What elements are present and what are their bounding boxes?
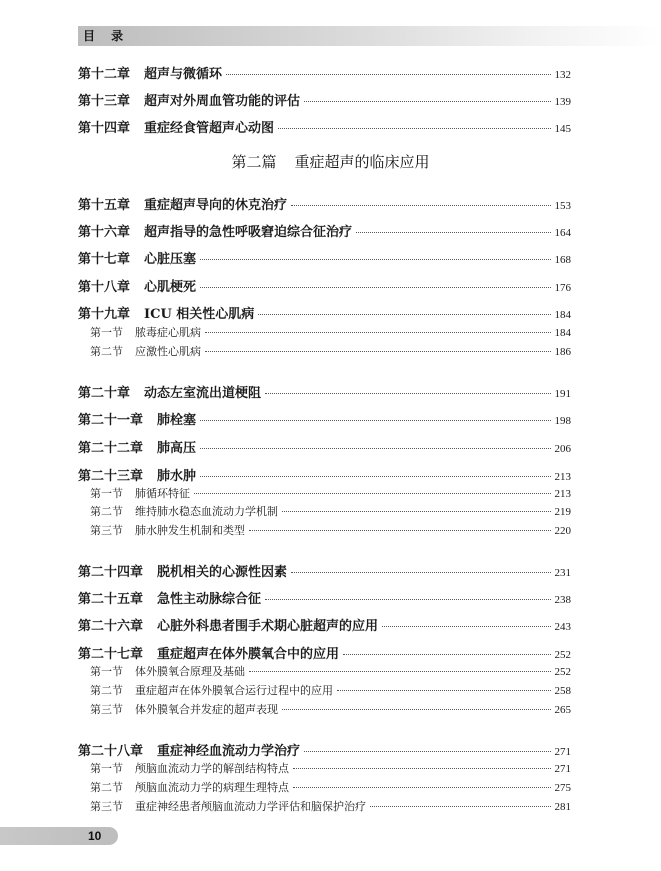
leader-dots <box>200 259 550 260</box>
leader-dots <box>265 599 550 600</box>
leader-dots <box>304 751 550 752</box>
page-number: 271 <box>554 746 571 758</box>
page-number: 132 <box>554 69 571 81</box>
page-number: 168 <box>554 254 571 266</box>
page-number: 145 <box>554 123 571 135</box>
chapter-label: 第十五章 <box>78 198 131 213</box>
leader-dots <box>205 332 551 333</box>
chapter-title: 肺水肿 <box>157 469 197 484</box>
section-title: 肺水肿发生机制和类型 <box>135 524 245 537</box>
chapter-title: 肺高压 <box>157 441 197 456</box>
leader-dots <box>226 74 550 75</box>
toc-section-entry[interactable] <box>90 663 571 679</box>
toc-section-entry[interactable] <box>90 522 571 538</box>
leader-dots <box>200 448 550 449</box>
section-label: 第三节 <box>90 703 123 716</box>
section-label: 第一节 <box>90 326 123 339</box>
toc-entry[interactable] <box>78 382 571 401</box>
leader-dots <box>293 768 551 769</box>
page-number: 191 <box>554 388 571 400</box>
section-title: 重症神经患者颅脑血流动力学评估和脑保护治疗 <box>135 800 366 813</box>
toc-entry[interactable] <box>78 465 571 484</box>
part-name: 重症超声的临床应用 <box>294 153 430 171</box>
leader-dots <box>291 205 550 206</box>
page-number: 252 <box>554 649 571 661</box>
page-number: 231 <box>554 567 571 579</box>
page-number: 275 <box>554 782 571 794</box>
toc-section-entry[interactable] <box>90 760 571 776</box>
toc-entry[interactable] <box>78 63 571 82</box>
toc-entry[interactable] <box>78 248 571 267</box>
page-number: 213 <box>554 488 571 500</box>
page-number: 139 <box>554 96 571 108</box>
page-number: 258 <box>554 685 571 697</box>
toc-entry[interactable] <box>78 303 571 322</box>
section-label: 第三节 <box>90 800 123 813</box>
leader-dots <box>343 654 550 655</box>
toc-entry[interactable] <box>78 588 571 607</box>
toc-section-entry[interactable] <box>90 485 571 501</box>
leader-dots <box>278 128 550 129</box>
leader-dots <box>205 351 551 352</box>
chapter-label: 第二十八章 <box>78 744 144 759</box>
section-title: 颅脑血流动力学的病理生理特点 <box>135 781 289 794</box>
chapter-title: 超声指导的急性呼吸窘迫综合征治疗 <box>144 225 353 240</box>
toc-entry[interactable] <box>78 221 571 240</box>
section-title: 体外膜氧合原理及基础 <box>135 665 245 678</box>
page-number: 164 <box>554 227 571 239</box>
part-label: 第二篇 <box>231 153 277 171</box>
leader-dots <box>200 287 550 288</box>
page-number: 153 <box>554 200 571 212</box>
toc-entry[interactable] <box>78 90 571 109</box>
page-number: 252 <box>554 666 571 678</box>
page-number: 243 <box>554 621 571 633</box>
chapter-label: 第二十三章 <box>78 469 144 484</box>
toc-entry[interactable] <box>78 276 571 295</box>
part-title <box>0 151 661 172</box>
chapter-title: 超声与微循环 <box>144 67 223 82</box>
leader-dots <box>293 787 551 788</box>
leader-dots <box>282 511 551 512</box>
toc-entry[interactable] <box>78 561 571 580</box>
chapter-label: 第二十四章 <box>78 565 144 580</box>
section-title: 重症超声在体外膜氧合运行过程中的应用 <box>135 684 333 697</box>
leader-dots <box>282 709 551 710</box>
page-number: 265 <box>554 704 571 716</box>
section-title: 肺循环特征 <box>135 487 190 500</box>
chapter-label: 第十七章 <box>78 252 131 267</box>
toc-section-entry[interactable] <box>90 779 571 795</box>
page-number: 184 <box>554 327 571 339</box>
leader-dots <box>258 314 550 315</box>
chapter-title: 脱机相关的心源性因素 <box>157 565 288 580</box>
chapter-title: 重症神经血流动力学治疗 <box>157 744 301 759</box>
leader-dots <box>382 626 550 627</box>
chapter-label: 第二十六章 <box>78 619 144 634</box>
chapter-label: 第二十章 <box>78 386 131 401</box>
section-title: 脓毒症心肌病 <box>135 326 201 339</box>
leader-dots <box>249 671 551 672</box>
section-title: 应激性心肌病 <box>135 345 201 358</box>
chapter-label: 第十六章 <box>78 225 131 240</box>
toc-entry[interactable] <box>78 409 571 428</box>
chapter-title: ICU 相关性心肌病 <box>144 307 255 322</box>
chapter-title: 心脏压塞 <box>144 252 197 267</box>
toc-section-entry[interactable] <box>90 324 571 340</box>
leader-dots <box>194 493 551 494</box>
chapter-title: 超声对外周血管功能的评估 <box>144 94 301 109</box>
section-label: 第一节 <box>90 762 123 775</box>
leader-dots <box>200 420 550 421</box>
chapter-label: 第二十七章 <box>78 647 144 662</box>
leader-dots <box>291 572 550 573</box>
leader-dots <box>356 232 550 233</box>
page-number: 198 <box>554 415 571 427</box>
chapter-title: 重症超声在体外膜氧合中的应用 <box>157 647 340 662</box>
toc-section-entry[interactable] <box>90 503 571 519</box>
chapter-title: 肺栓塞 <box>157 413 197 428</box>
chapter-label: 第十四章 <box>78 121 131 136</box>
section-label: 第一节 <box>90 487 123 500</box>
toc-entry[interactable] <box>78 740 571 759</box>
chapter-label: 第十八章 <box>78 280 131 295</box>
page-number: 186 <box>554 346 571 358</box>
section-title: 维持肺水稳态血流动力学机制 <box>135 505 278 518</box>
header-bar <box>78 26 661 46</box>
leader-dots <box>265 393 550 394</box>
page-number: 213 <box>554 471 571 483</box>
section-label: 第二节 <box>90 345 123 358</box>
section-label: 第一节 <box>90 665 123 678</box>
page-number: 176 <box>554 282 571 294</box>
chapter-label: 第十九章 <box>78 307 131 322</box>
leader-dots <box>200 476 550 477</box>
toc-section-entry[interactable] <box>90 798 571 814</box>
section-title: 体外膜氧合并发症的超声表现 <box>135 703 278 716</box>
toc-entry[interactable] <box>78 615 571 634</box>
page-number: 220 <box>554 525 571 537</box>
footer-page-number: 10 <box>88 829 102 843</box>
toc-entry[interactable] <box>78 194 571 213</box>
chapter-title: 急性主动脉综合征 <box>157 592 262 607</box>
chapter-title: 重症经食管超声心动图 <box>144 121 275 136</box>
chapter-title: 心脏外科患者围手术期心脏超声的应用 <box>157 619 379 634</box>
page-number: 219 <box>554 506 571 518</box>
chapter-label: 第二十五章 <box>78 592 144 607</box>
section-label: 第二节 <box>90 505 123 518</box>
toc-section-entry[interactable] <box>90 682 571 698</box>
section-label: 第三节 <box>90 524 123 537</box>
page-number: 281 <box>554 801 571 813</box>
section-label: 第二节 <box>90 684 123 697</box>
chapter-title: 动态左室流出道梗阻 <box>144 386 262 401</box>
section-label: 第二节 <box>90 781 123 794</box>
chapter-label: 第十二章 <box>78 67 131 82</box>
leader-dots <box>337 690 551 691</box>
section-title: 颅脑血流动力学的解剖结构特点 <box>135 762 289 775</box>
chapter-label: 第十三章 <box>78 94 131 109</box>
page-number: 184 <box>554 309 571 321</box>
chapter-title: 心肌梗死 <box>144 280 197 295</box>
page-number: 206 <box>554 443 571 455</box>
leader-dots <box>304 101 550 102</box>
chapter-title: 重症超声导向的休克治疗 <box>144 198 288 213</box>
leader-dots <box>249 530 551 531</box>
header-title: 目 录 <box>83 29 130 43</box>
toc-entry[interactable] <box>78 437 571 456</box>
page-number: 238 <box>554 594 571 606</box>
toc-entry[interactable] <box>78 643 571 662</box>
chapter-label: 第二十一章 <box>78 413 144 428</box>
toc-section-entry[interactable] <box>90 701 571 717</box>
toc-section-entry[interactable] <box>90 343 571 359</box>
chapter-label: 第二十二章 <box>78 441 144 456</box>
leader-dots <box>370 806 551 807</box>
page-number: 271 <box>554 763 571 775</box>
toc-entry[interactable] <box>78 117 571 136</box>
